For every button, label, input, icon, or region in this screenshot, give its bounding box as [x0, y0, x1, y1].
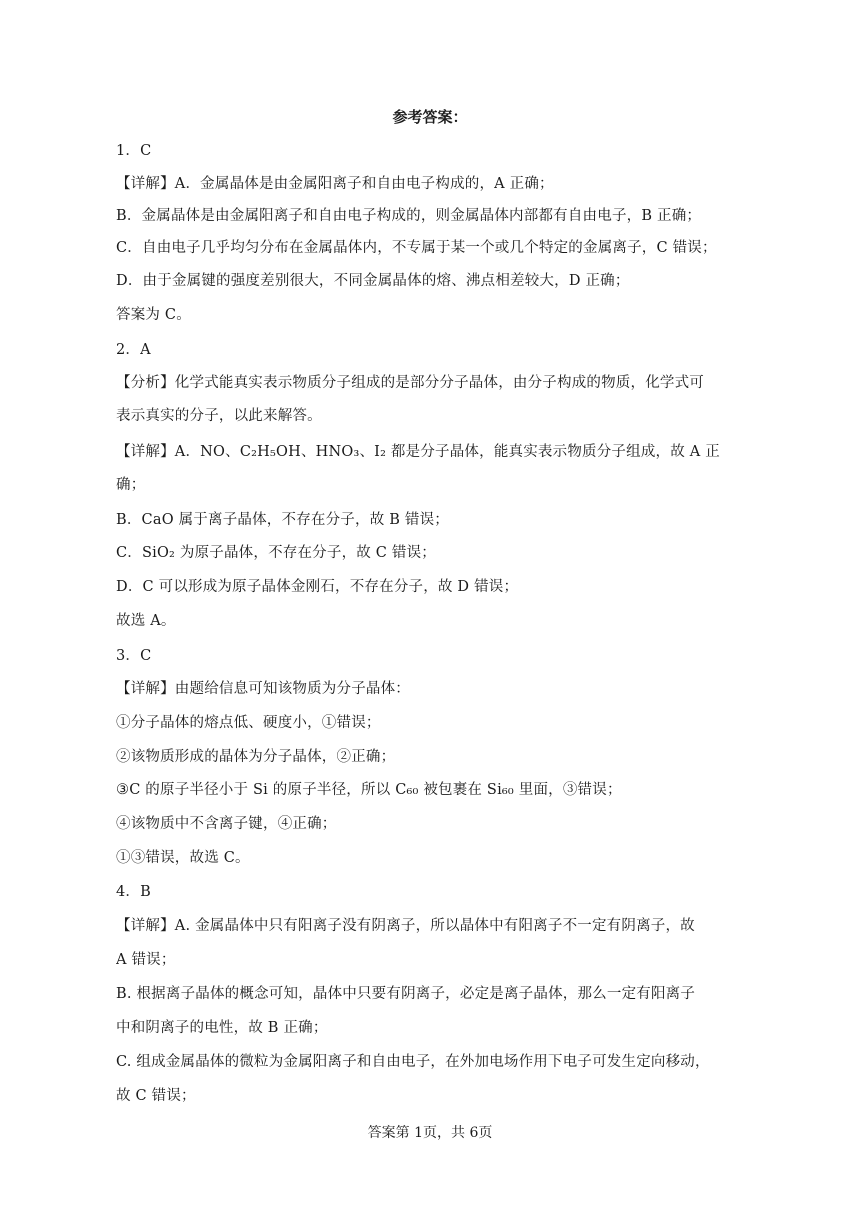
page-title: 参考答案： [392, 108, 468, 126]
answer-line: ①分子晶体的熔点低、硬度小，①错误； [116, 715, 381, 731]
answer-line: 故 C 错误； [116, 1088, 196, 1104]
answer-line: B．金属晶体是由金属阳离子和自由电子构成的，则金属晶体内部都有自由电子，B 正确； [116, 208, 702, 224]
answer-line: 【分析】化学式能真实表示物质分子组成的是部分分子晶体，由分子构成的物质，化学式可 [116, 375, 704, 391]
answer-line: 【详解】A. 金属晶体中只有阳离子没有阴离子，所以晶体中有阳离子不一定有阴离子，故 [116, 918, 695, 934]
answer-line: C．自由电子几乎均匀分布在金属晶体内，不专属于某一个或几个特定的金属离子，C 错误； [116, 240, 717, 256]
answer-line: D．由于金属键的强度差别很大，不同金属晶体的熔、沸点相差较大，D 正确； [116, 273, 630, 289]
answer-line: 故选 A。 [116, 613, 176, 629]
answer-line: 3．C [116, 648, 152, 664]
answer-line: ③C 的原子半径小于 Si 的原子半径，所以 C₆₀ 被包裹在 Si₆₀ 里面，③错误； [116, 782, 622, 798]
answer-line: 确； [116, 477, 146, 493]
answer-line: C. 组成金属晶体的微粒为金属阳离子和自由电子，在外加电场作用下电子可发生定向移动， [116, 1054, 710, 1070]
answer-line: D．C 可以形成为原子晶体金刚石，不存在分子，故 D 错误； [116, 579, 519, 595]
answer-line: 表示真实的分子，以此来解答。 [116, 408, 322, 424]
answer-line: 【详解】由题给信息可知该物质为分子晶体： [116, 681, 410, 697]
answer-line: ②该物质形成的晶体为分子晶体，②正确； [116, 749, 396, 765]
page-footer: 答案第 1页，共 6页 [367, 1125, 493, 1141]
answer-line: ①③错误，故选 C。 [116, 850, 250, 866]
answer-line: B. 根据离子晶体的概念可知，晶体中只要有阴离子，必定是离子晶体，那么一定有阳离子 [116, 986, 696, 1002]
answer-line: 【详解】A．金属晶体是由金属阳离子和自由电子构成的，A 正确； [116, 176, 554, 192]
answer-line: 1．C [116, 143, 152, 159]
answer-line: 答案为 C。 [116, 307, 191, 323]
answer-line: 中和阴离子的电性，故 B 正确； [116, 1020, 328, 1036]
answer-line: 2．A [116, 342, 151, 358]
answer-line: 4．B [116, 884, 151, 900]
answer-line: C．SiO₂ 为原子晶体，不存在分子，故 C 错误； [116, 545, 436, 561]
answer-line: A 错误； [116, 952, 176, 968]
answer-line: 【详解】A．NO、C₂H₅OH、HNO₃、I₂ 都是分子晶体，能真实表示物质分子组成，故 A 正 [116, 444, 720, 460]
answer-line: ④该物质中不含离子键，④正确； [116, 816, 337, 832]
answer-line: B．CaO 属于离子晶体，不存在分子，故 B 错误； [116, 512, 449, 528]
